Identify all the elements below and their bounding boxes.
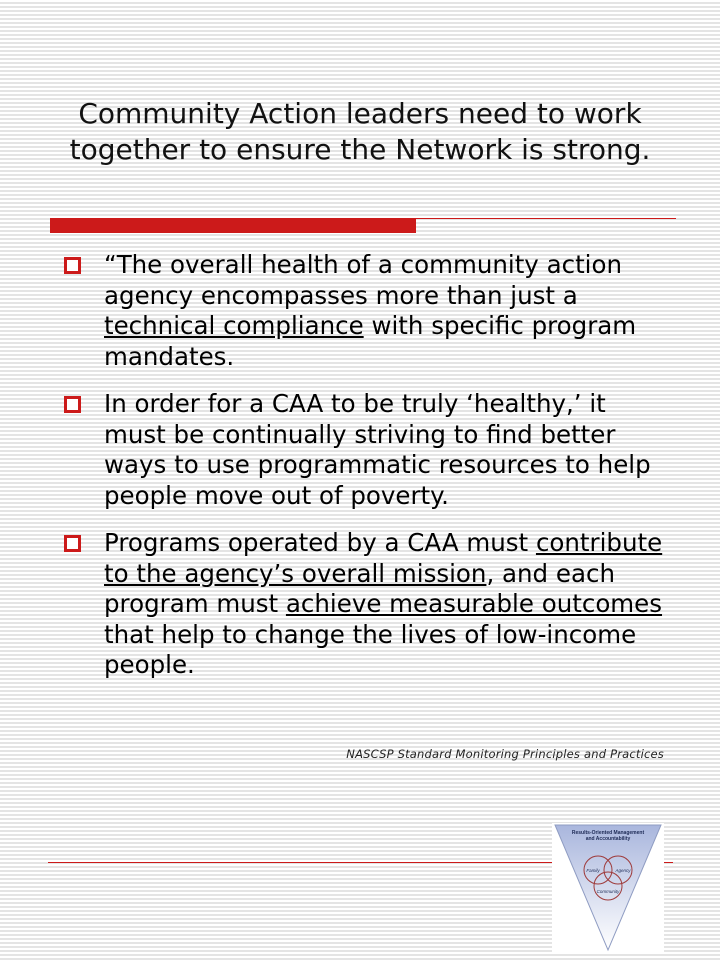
citation: NASCSP Standard Monitoring Principles and Practices [346,747,664,761]
logo-label-family: Family [586,868,600,873]
underlined-phrase: contribute to the agency’s overall mission [104,528,663,588]
logo-label-community: Community [596,889,620,894]
title-accent-rule [416,218,676,219]
bullet-item [62,389,672,511]
bullet-text: that help to change the lives of low-income people. [104,619,637,679]
underlined-phrase: technical compliance [104,311,364,340]
bullet-text: In order for a CAA to be truly ‘healthy,’ it must be continually striving to find better ways to use programmatic resources to help people move out of poverty. [104,389,651,510]
hollow-square-icon [64,535,81,552]
hollow-square-icon [64,257,81,274]
underlined-phrase: achieve measurable outcomes [285,589,663,618]
slide-title: Community Action leaders need to work together to ensure the Network is strong. [69,97,651,166]
bullet-item [62,528,672,681]
bullet-list [62,250,672,681]
bullet-text: “The overall health of a community action agency encompasses more than just a [104,250,623,310]
bullet-item [62,250,672,372]
hollow-square-icon [64,396,81,413]
bullet-text: with specific program mandates. [104,311,637,371]
logo-label-agency: Agency [615,868,631,873]
logo-heading-line1: Results-Oriented Management [571,830,645,836]
title-accent-bar [50,218,416,233]
bullet-text: Programs operated by a CAA must [104,528,536,557]
logo-heading-line2: and Accountability [585,836,631,842]
bullet-text: , and each program must [104,558,615,618]
roma-logo [552,823,664,953]
